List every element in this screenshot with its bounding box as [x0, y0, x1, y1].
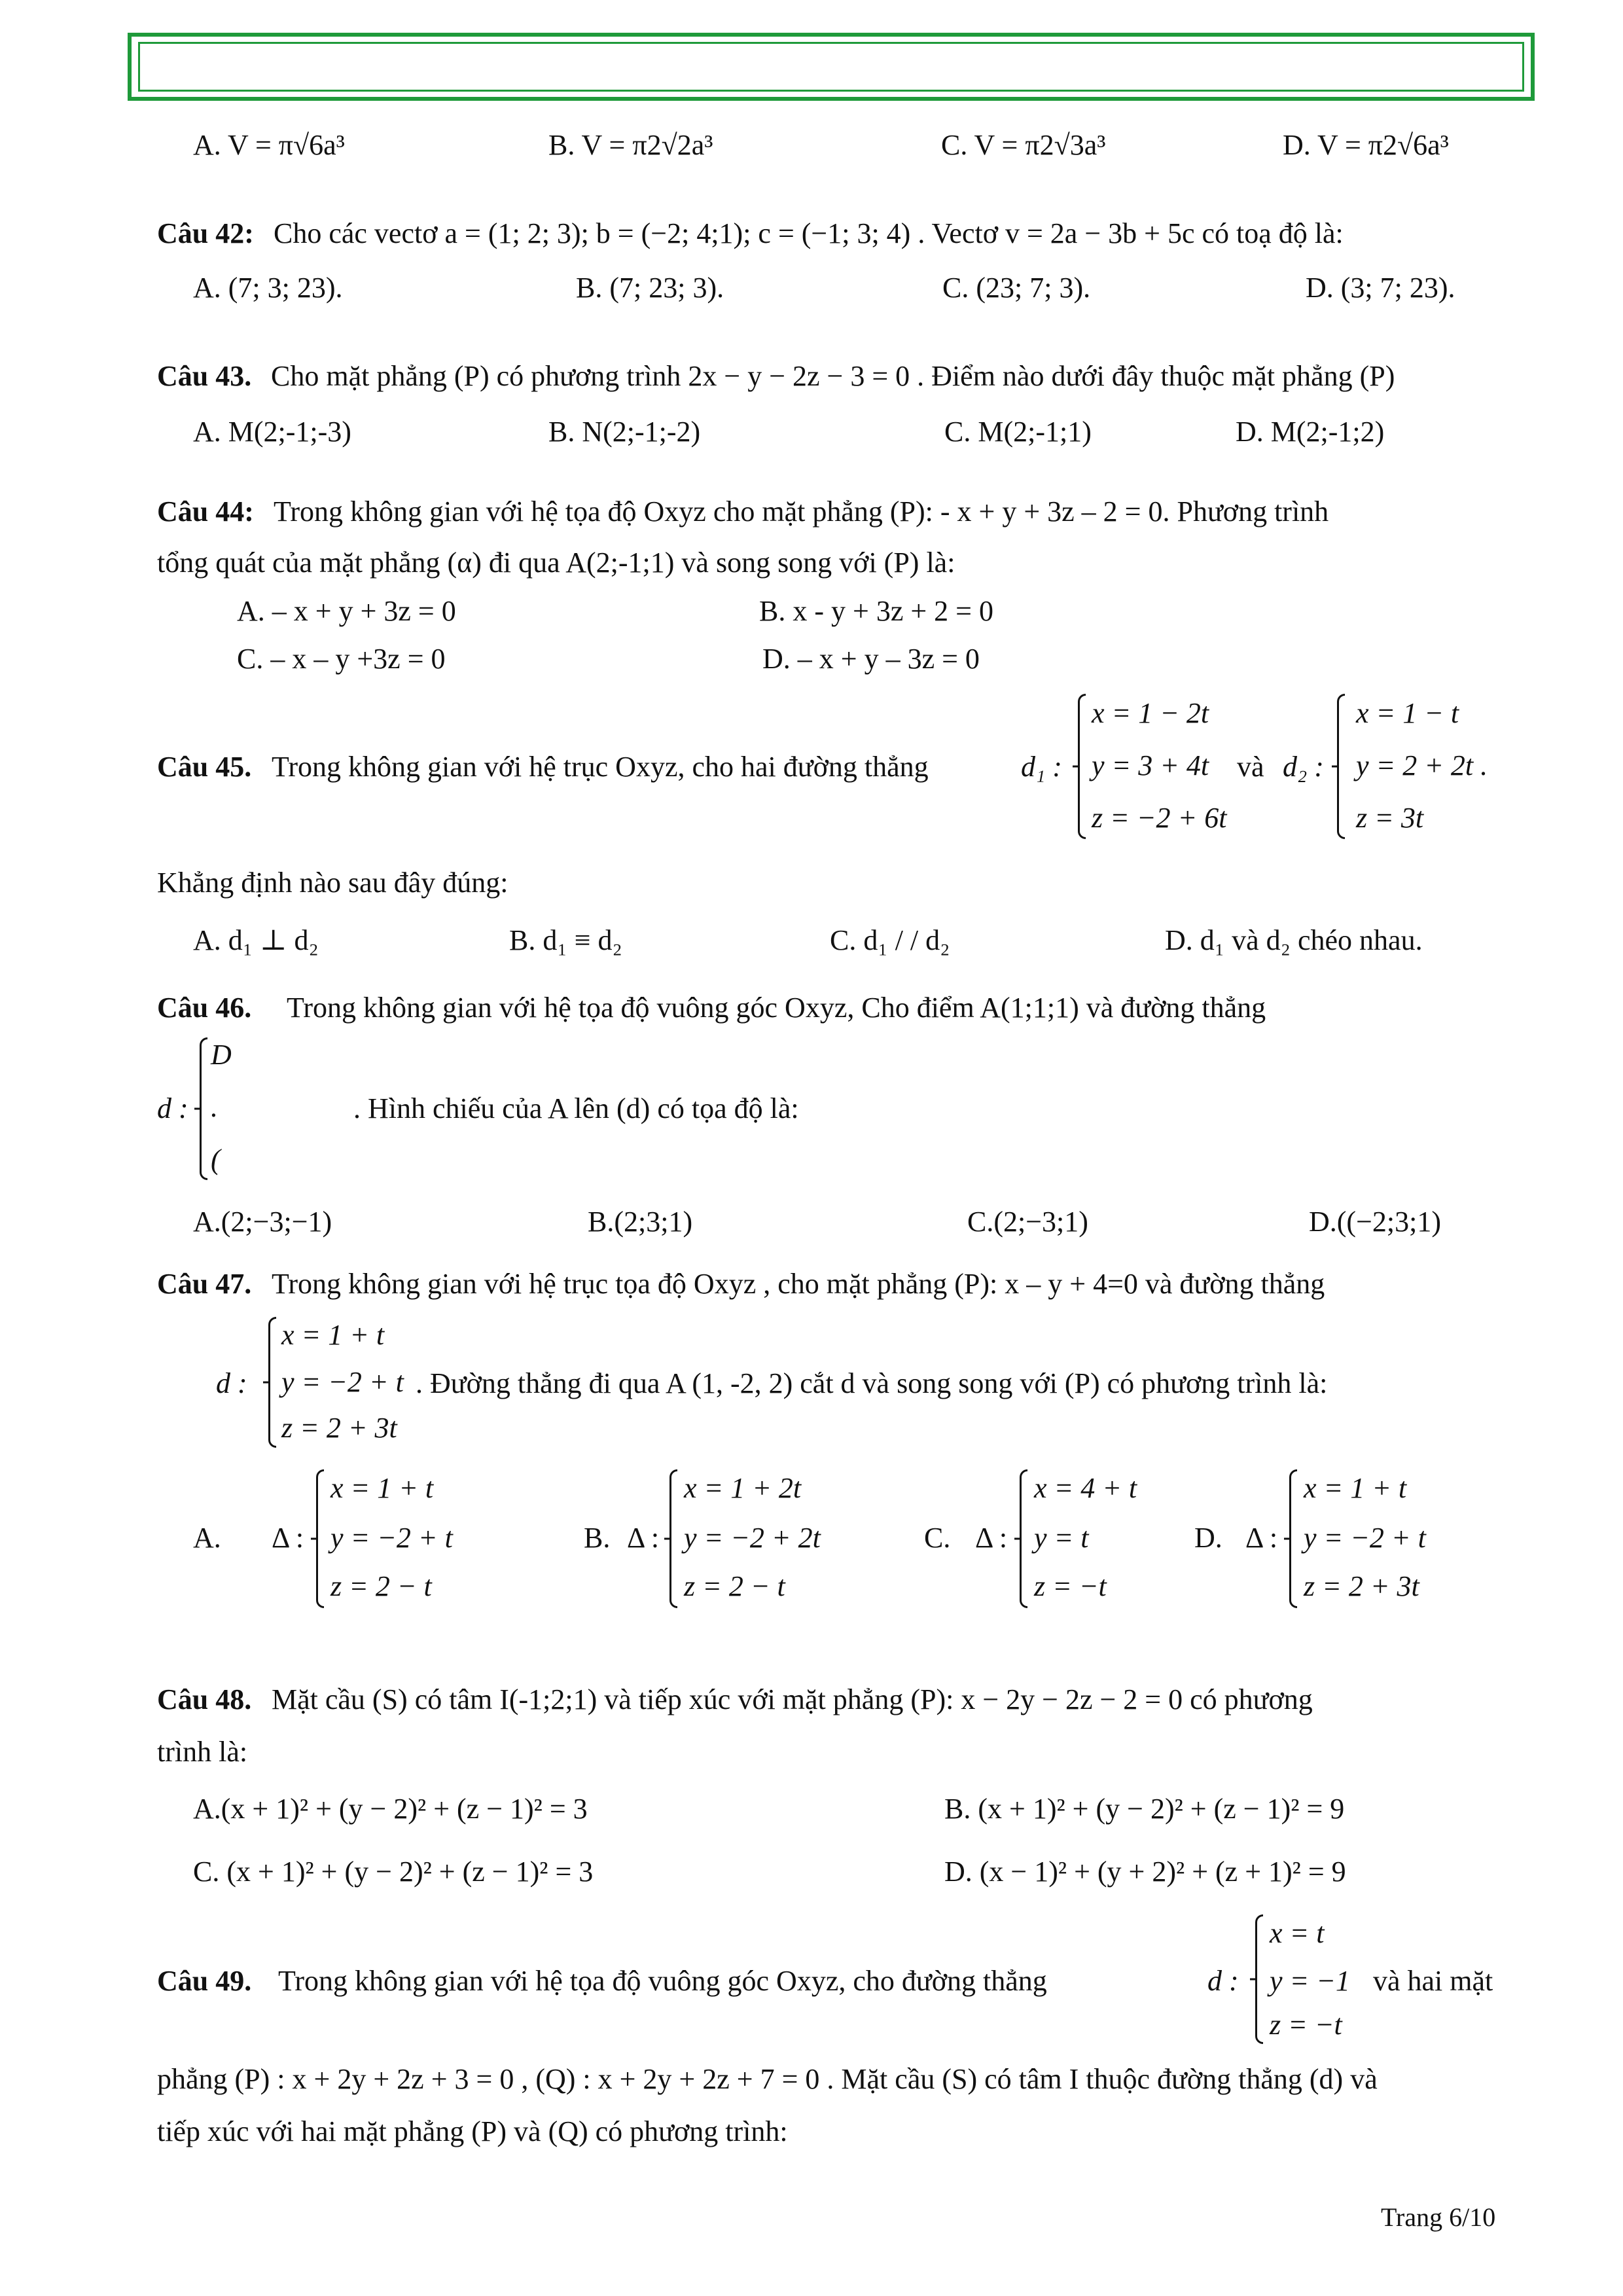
- q42-option-c: C. (23; 7; 3).: [942, 272, 1091, 304]
- q44-option-c: C. – x – y +3z = 0: [237, 643, 446, 675]
- q49-d-name: d :: [1207, 1965, 1239, 1997]
- q45-d1-name: d₁ :: [1021, 751, 1062, 783]
- q41-option-a: A. V = π√6a³: [193, 129, 345, 161]
- q45-d1-eq-2: y = 3 + 4t: [1092, 749, 1209, 781]
- q45-d1-eq-1: x = 1 − 2t: [1092, 697, 1209, 729]
- q49-line-2: phẳng (P) : x + 2y + 2z + 3 = 0 , (Q) : x + 2y + 2z + 7 = 0 . Mặt cầu (S) có tâm I thuộc đường thẳng (d) và: [157, 2063, 1378, 2095]
- q46-option-d: D.((−2;3;1): [1309, 1206, 1441, 1238]
- q47-option-c-eq-2: y = t: [1034, 1522, 1089, 1554]
- q45-option-d: D. d₁ và d₂ chéo nhau.: [1165, 924, 1423, 956]
- q41-option-c: C. V = π2√3a³: [941, 129, 1106, 161]
- q46-option-c: C.(2;−3;1): [967, 1206, 1088, 1238]
- q45-d2-eq-3: z = 3t: [1356, 802, 1424, 834]
- q44-option-d: D. – x + y – 3z = 0: [762, 643, 980, 675]
- q49-line-1-tail: và hai mặt: [1373, 1965, 1493, 1997]
- q47-option-a-eq-1: x = 1 + t: [330, 1472, 434, 1504]
- q47-option-d-delta: Δ :: [1245, 1522, 1278, 1554]
- q43-option-b: B. N(2;-1;-2): [548, 416, 701, 448]
- q46-tail: . Hình chiếu của A lên (d) có tọa độ là:: [353, 1092, 799, 1124]
- q42-option-d: D. (3; 7; 23).: [1306, 272, 1455, 304]
- q49-d-eq-2: y = −1: [1270, 1965, 1350, 1997]
- q46-d-eq-2: .: [211, 1091, 218, 1123]
- q46-d-eq-1: D: [211, 1039, 232, 1071]
- q47-d-brace: [268, 1317, 276, 1448]
- q43-option-c: C. M(2;-1;1): [944, 416, 1092, 448]
- q45-text: Trong không gian với hệ trục Oxyz, cho hai đường thẳng: [272, 751, 929, 783]
- q45-d2-name: d₂ :: [1283, 751, 1324, 783]
- q48-option-a: A.(x + 1)² + (y − 2)² + (z − 1)² = 3: [193, 1793, 588, 1825]
- q47-option-d-eq-2: y = −2 + t: [1304, 1522, 1426, 1554]
- header-frame-inner: [138, 42, 1524, 92]
- q46-line-1: Trong không gian với hệ tọa độ vuông góc Oxyz, Cho điểm A(1;1;1) và đường thẳng: [287, 992, 1266, 1024]
- q46-option-b: B.(2;3;1): [588, 1206, 693, 1238]
- q45-option-a: A. d₁ ⊥ d₂: [193, 924, 319, 956]
- q45-label: Câu 45.: [157, 751, 252, 783]
- q47-option-d-label: D.: [1194, 1522, 1222, 1554]
- q42-option-b: B. (7; 23; 3).: [576, 272, 724, 304]
- q48-line-2: trình là:: [157, 1736, 248, 1768]
- q47-option-c-delta: Δ :: [975, 1522, 1008, 1554]
- q47-option-c-eq-1: x = 4 + t: [1034, 1472, 1137, 1504]
- q41-option-d: D. V = π2√6a³: [1283, 129, 1449, 161]
- q44-line-2: tổng quát của mặt phẳng (α) đi qua A(2;-1;1) và song song với (P) là:: [157, 547, 955, 579]
- page-number: Trang 6/10: [1381, 2202, 1496, 2232]
- q49-d-eq-3: z = −t: [1270, 2009, 1342, 2041]
- q44-label: Câu 44:: [157, 495, 254, 528]
- q47-tail: . Đường thẳng đi qua A (1, -2, 2) cắt d và song song với (P) có phương trình là:: [416, 1367, 1328, 1399]
- q48-line-1: Mặt cầu (S) có tâm I(-1;2;1) và tiếp xúc với mặt phẳng (P): x − 2y − 2z − 2 = 0 có phương: [272, 1683, 1313, 1715]
- q46-d-brace: [200, 1037, 207, 1180]
- q45-d2-eq-2: y = 2 + 2t .: [1356, 749, 1488, 781]
- q45-d2-brace: [1337, 694, 1345, 839]
- q44-option-a: A. – x + y + 3z = 0: [237, 595, 456, 627]
- q44-line-1: Trong không gian với hệ tọa độ Oxyz cho mặt phẳng (P): - x + y + 3z – 2 = 0. Phương trình: [274, 495, 1329, 528]
- q49-line-3: tiếp xúc với hai mặt phẳng (P) và (Q) có phương trình:: [157, 2115, 788, 2147]
- q48-option-b: B. (x + 1)² + (y − 2)² + (z − 1)² = 9: [944, 1793, 1345, 1825]
- q42-text: Cho các vectơ a = (1; 2; 3); b = (−2; 4;1); c = (−1; 3; 4) . Vectơ v = 2a − 3b + 5c có toạ độ là:: [274, 217, 1344, 249]
- q45-question: Khẳng định nào sau đây đúng:: [157, 867, 508, 899]
- q49-line-1: Trong không gian với hệ tọa độ vuông góc Oxyz, cho đường thẳng: [278, 1965, 1047, 1997]
- q47-option-b-eq-2: y = −2 + 2t: [684, 1522, 821, 1554]
- q47-option-c-brace: [1020, 1469, 1027, 1608]
- q47-d-eq-2: y = −2 + t: [281, 1366, 404, 1398]
- q49-label: Câu 49.: [157, 1965, 252, 1997]
- q48-option-c: C. (x + 1)² + (y − 2)² + (z − 1)² = 3: [193, 1856, 594, 1888]
- q47-option-b-delta: Δ :: [627, 1522, 660, 1554]
- q47-option-b-label: B.: [584, 1522, 611, 1554]
- q47-option-b-eq-1: x = 1 + 2t: [684, 1472, 802, 1504]
- q45-and: và: [1237, 751, 1264, 783]
- q47-option-b-eq-3: z = 2 − t: [684, 1570, 785, 1602]
- q43-option-a: A. M(2;-1;-3): [193, 416, 351, 448]
- q47-option-a-eq-2: y = −2 + t: [330, 1522, 453, 1554]
- q47-option-a-delta: Δ :: [272, 1522, 304, 1554]
- q43-label: Câu 43.: [157, 360, 252, 392]
- q42-option-a: A. (7; 3; 23).: [193, 272, 343, 304]
- q47-option-a-label: A.: [193, 1522, 221, 1554]
- q47-option-c-label: C.: [924, 1522, 951, 1554]
- q48-label: Câu 48.: [157, 1683, 252, 1715]
- q47-option-b-brace: [669, 1469, 677, 1608]
- q46-d-name: d :: [157, 1092, 188, 1124]
- q43-text: Cho mặt phẳng (P) có phương trình 2x − y − 2z − 3 = 0 . Điểm nào dưới đây thuộc mặt phẳng (P): [271, 360, 1395, 392]
- q47-label: Câu 47.: [157, 1268, 252, 1300]
- q47-option-c-eq-3: z = −t: [1034, 1570, 1107, 1602]
- q46-d-eq-3: (: [211, 1143, 221, 1175]
- q49-d-brace: [1255, 1914, 1263, 2044]
- q42-label: Câu 42:: [157, 217, 254, 249]
- q47-d-eq-3: z = 2 + 3t: [281, 1412, 397, 1444]
- q47-d-eq-1: x = 1 + t: [281, 1319, 385, 1351]
- q47-option-a-eq-3: z = 2 − t: [330, 1570, 432, 1602]
- q47-option-d-brace: [1289, 1469, 1297, 1608]
- q47-option-d-eq-3: z = 2 + 3t: [1304, 1570, 1419, 1602]
- q49-d-eq-1: x = t: [1270, 1917, 1325, 1949]
- q47-option-d-eq-1: x = 1 + t: [1304, 1472, 1407, 1504]
- q46-label: Câu 46.: [157, 992, 252, 1024]
- q47-line-1: Trong không gian với hệ trục tọa độ Oxyz , cho mặt phẳng (P): x – y + 4=0 và đường thẳng: [272, 1268, 1325, 1300]
- q48-option-d: D. (x − 1)² + (y + 2)² + (z + 1)² = 9: [944, 1856, 1346, 1888]
- q47-d-name: d :: [216, 1367, 247, 1399]
- q41-option-b: B. V = π2√2a³: [548, 129, 713, 161]
- q45-option-b: B. d₁ ≡ d₂: [509, 924, 622, 956]
- q44-option-b: B. x - y + 3z + 2 = 0: [759, 595, 993, 627]
- q46-option-a: A.(2;−3;−1): [193, 1206, 332, 1238]
- q43-option-d: D. M(2;-1;2): [1236, 416, 1385, 448]
- q45-d1-eq-3: z = −2 + 6t: [1092, 802, 1227, 834]
- q45-d2-eq-1: x = 1 − t: [1356, 697, 1459, 729]
- q45-d1-brace: [1078, 694, 1086, 839]
- q45-option-c: C. d₁ / / d₂: [830, 924, 950, 956]
- q47-option-a-brace: [316, 1469, 324, 1608]
